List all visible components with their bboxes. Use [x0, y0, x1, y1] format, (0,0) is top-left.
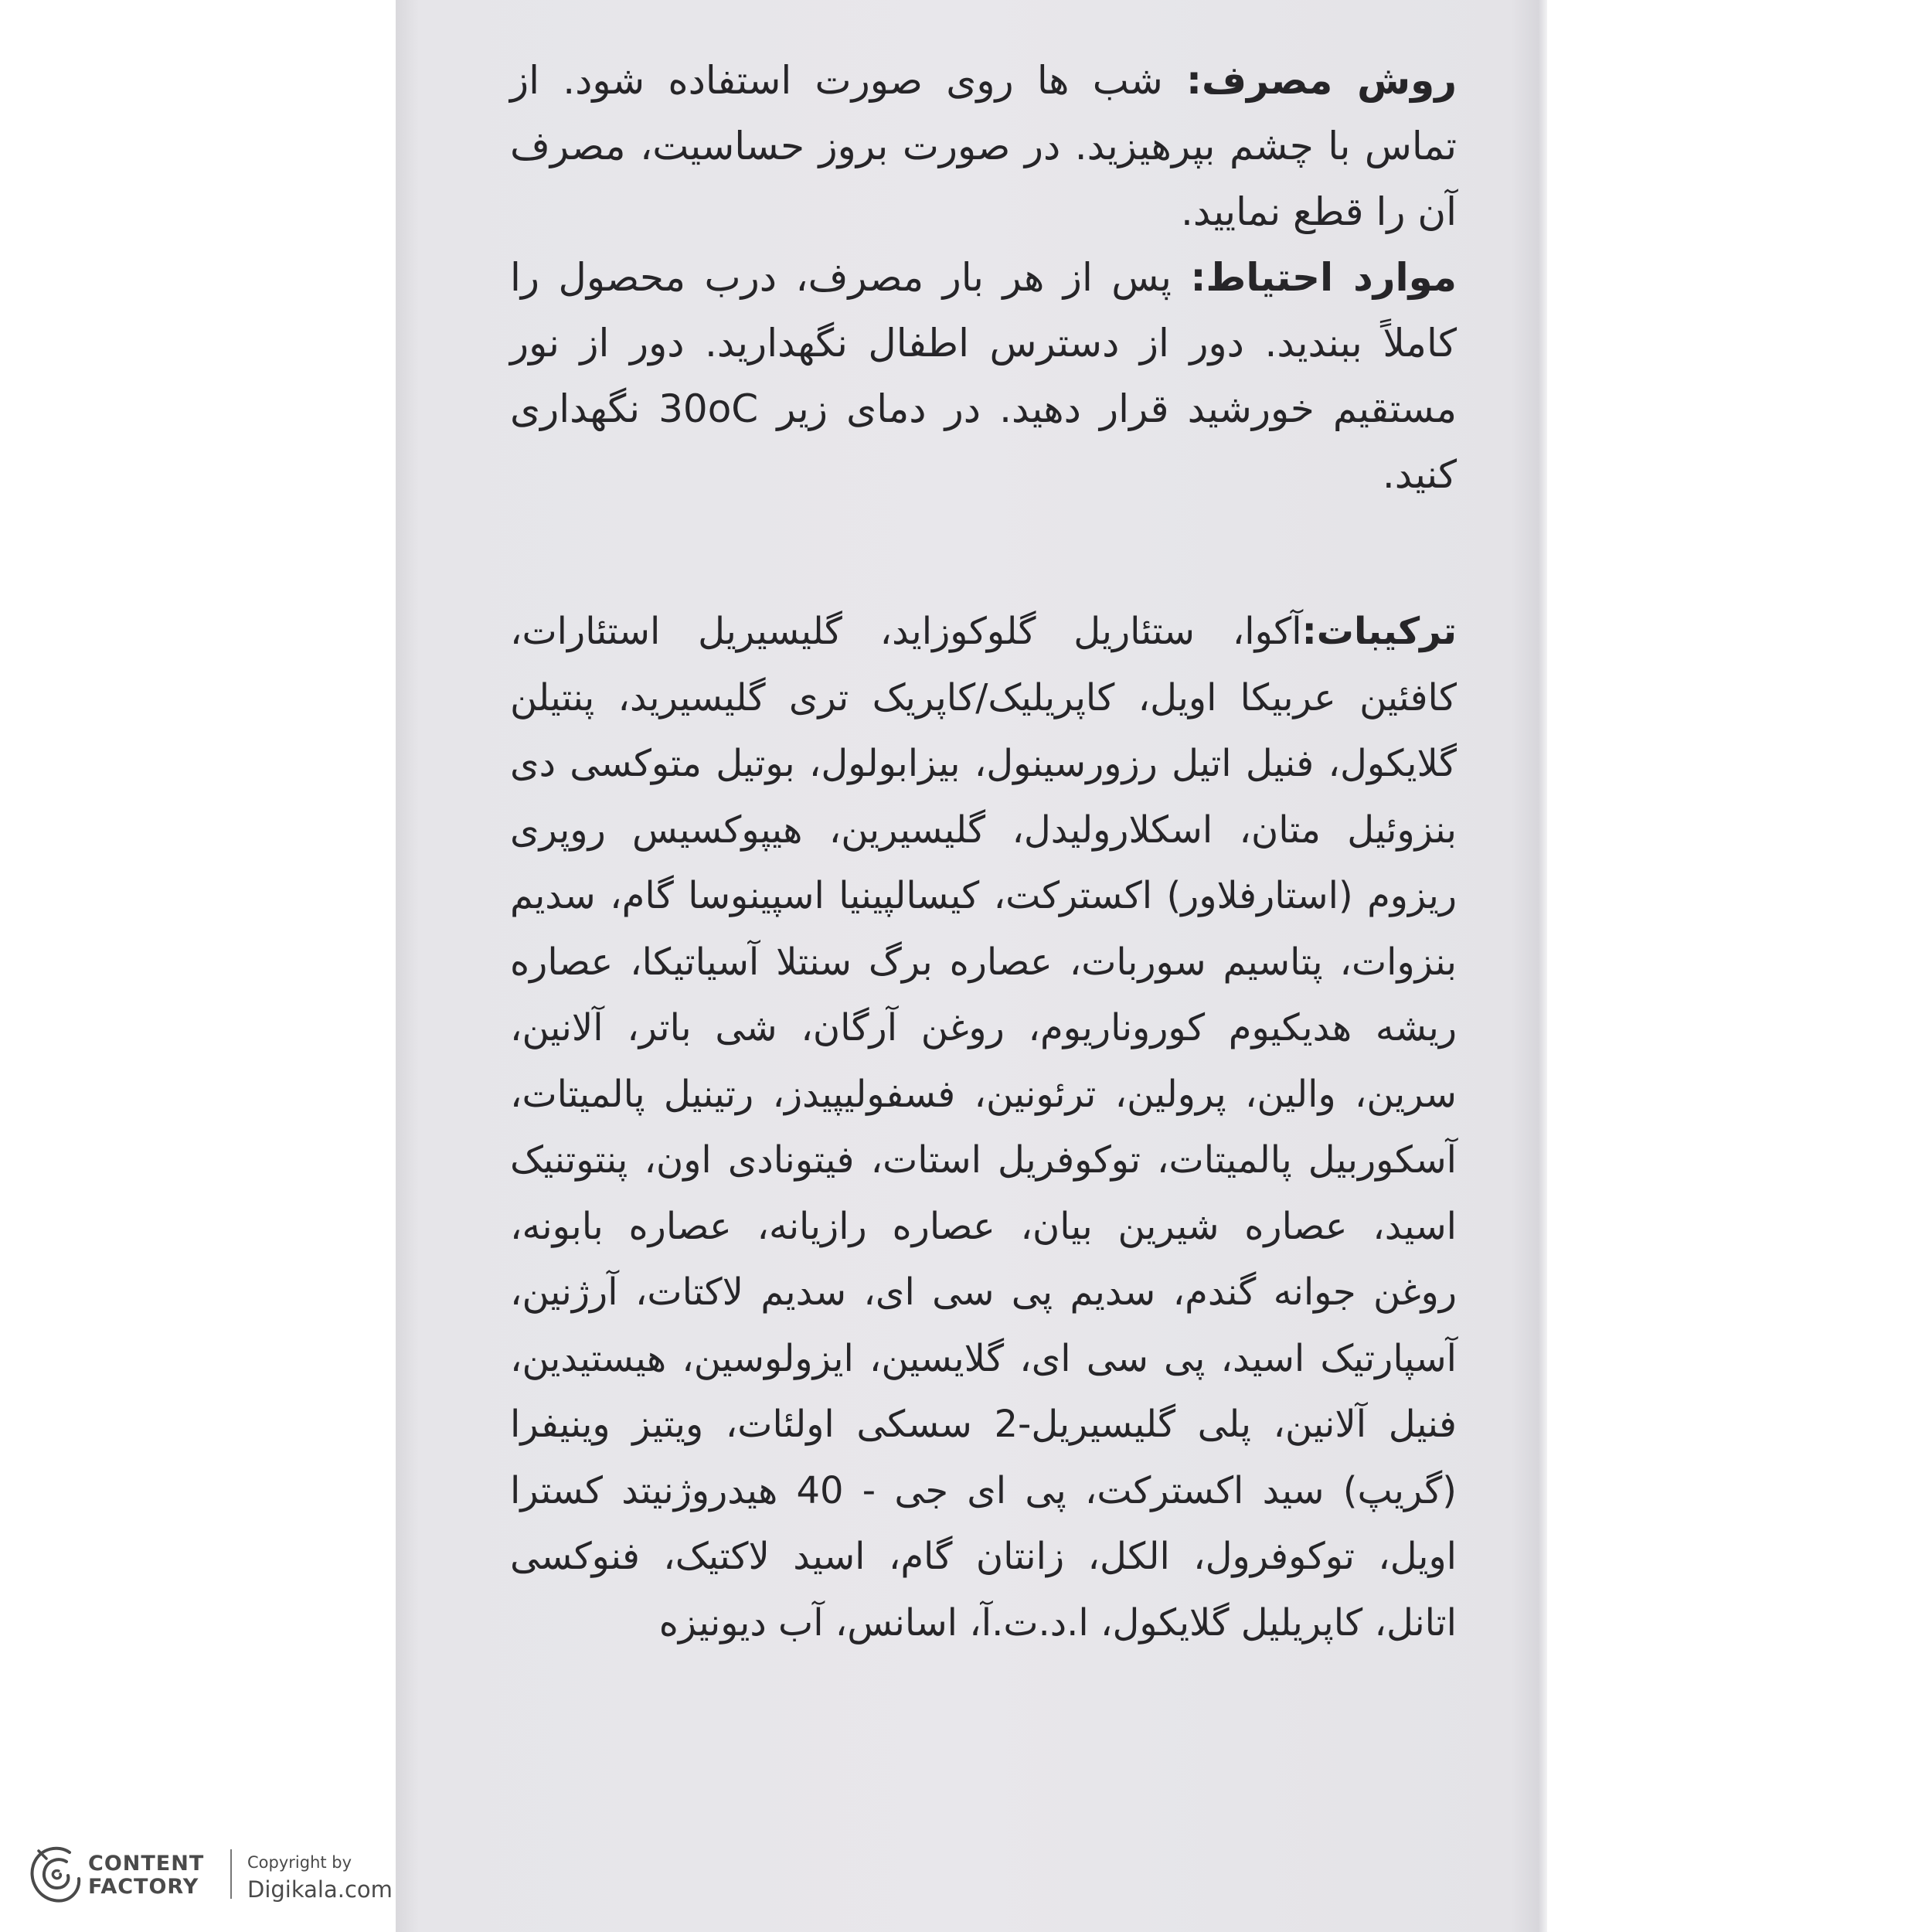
ingredients-paragraph	[510, 599, 1457, 1656]
brand-line-2: FACTORY	[88, 1875, 199, 1899]
usage-text: شب ها روی صورت استفاده شود. از تماس با چشم بپرهیزید. در صورت بروز حساسیت، مصرف آن را قطع نمایید.	[510, 58, 1457, 234]
content-factory-logo-icon	[23, 1835, 93, 1913]
caution-paragraph	[510, 245, 1457, 508]
watermark-divider	[230, 1849, 232, 1899]
ingredients-label: ترکیبات:	[1301, 610, 1457, 653]
ingredients-text: آکوا، ستئاریل گلوکوزاید، گلیسیریل استئارات، کافئین عربیکا اویل، کاپریلیک/کاپریک تری گلیسیرید، پنتیلن گلایکول، فنیل اتیل رزورسینول، بیزابولول، بوتیل متوکسی دی بنزوئیل متان، اسکلارولیدل، گلیسیرین، هیپوکسیس روپری ریزوم (استارفلاور) اکسترکت، کیسالپینیا اسپینوسا گام، سدیم بنزوات، پتاسیم سوربات، عصاره برگ سنتلا آسیاتیکا، عصاره ریشه هدیکیوم کوروناریوم، روغن آرگان، شی باتر، آلانین، سرین، والین، پرولین، ترئونین، فسفولیپیدز، رتینیل پالمیتات، آسکوربیل پالمیتات، توکوفریل استات، فیتونادی اون، پنتوتنیک اسید، عصاره شیرین بیان، عصاره رازیانه، عصاره بابونه، روغن جوانه گندم، سدیم پی سی ای، سدیم لاکتات، آرژنین، آسپارتیک اسید، پی سی ای، گلایسین، ایزولوسین، هیستیدین، فنیل آلانین، پلی گلیسیریل-2 سسکی اولئات، ویتیز وینیفرا (گریپ) سید اکسترکت، پی ای جی - 40 هیدروژنیتد کسترا اویل، توکوفرول، الکل، زانتان گام، اسید لاکتیک، فنوکسی اتانل، کاپریلیل گلایکول، ا.د.ت.آ، اسانس، آب دیونیزه	[510, 610, 1458, 1645]
copyright-label: Copyright by	[247, 1853, 352, 1872]
content-factory-wordmark	[88, 1852, 204, 1899]
brand-line-1: CONTENT	[88, 1852, 205, 1876]
printed-text-block	[510, 48, 1457, 1656]
box-panel-edge	[1538, 0, 1547, 1932]
copyright-watermark	[23, 1835, 425, 1913]
caution-label: موارد احتیاط:	[1190, 255, 1457, 300]
copyright-owner: Digikala.com	[247, 1876, 393, 1903]
caution-text: پس از هر بار مصرف، درب محصول را کاملاً ببندید. دور از دسترس اطفال نگهدارید. دور از نور مستقیم خورشید قرار دهید. در دمای زیر 30oC نگهداری کنید.	[510, 255, 1457, 497]
usage-label: روش مصرف:	[1185, 58, 1457, 103]
usage-paragraph	[510, 48, 1457, 245]
